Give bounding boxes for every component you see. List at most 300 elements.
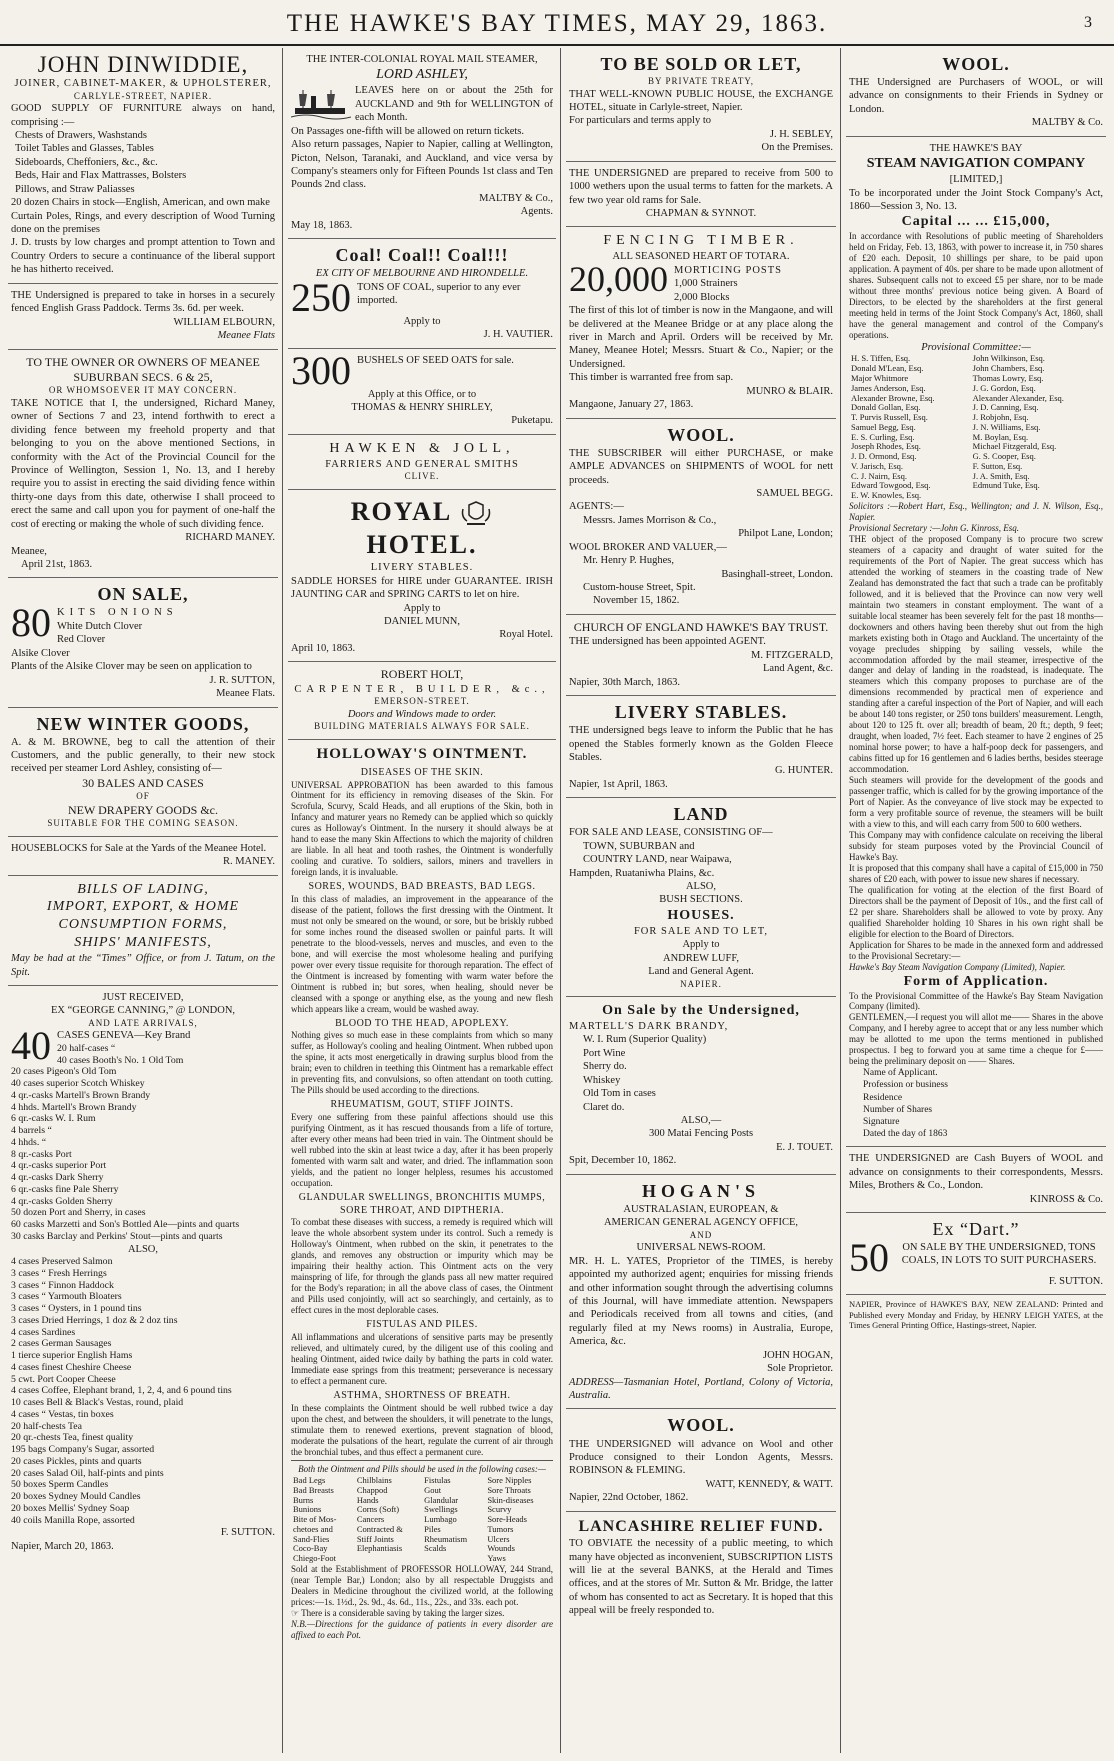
ad-place: Meanee Flats — [217, 330, 275, 342]
ad-body: Hawke's Bay Steam Navigation Company (Limited), Napier. — [849, 961, 1066, 972]
ad-line: Basinghall-street, London. — [721, 568, 833, 580]
ad-houseblocks — [8, 837, 278, 876]
list-item: 40 cases Booth's No. 1 Old Tom — [57, 1054, 184, 1066]
ad-body: LEAVES here on or about the 25th for AUCKLAND and 9th for WELLINGTON of each Month. — [355, 85, 553, 124]
table-cell: Glandular — [424, 1494, 459, 1505]
table-row — [291, 1554, 553, 1564]
ad-line: FOR SALE AND TO LET, — [633, 925, 769, 937]
table-cell: Ulcers — [487, 1533, 510, 1544]
ad-apply: Apply to — [682, 939, 720, 951]
ad-place: NAPIER. — [680, 978, 722, 989]
ad-subheading: BY PRIVATE TREATY, — [648, 76, 754, 87]
ad-body: Sold at the Establishment of PROFESSOR HOLLOWAY, 244 Strand, (near Temple Bar,) London; also by all respectable Druggists and Dealers in Medicine throughout the civilized world, at the following prices:—1s. 1½d., 2s. 9d., 4s. 6d., 11s., 22s., and 33s. each pot. — [291, 1563, 553, 1607]
ad-subheading: HOUSES. — [667, 907, 735, 923]
table-cell: Hands — [356, 1494, 379, 1505]
table-cell: Chilblains — [356, 1474, 392, 1485]
list-item: 4 cases “ Vestas, tin boxes — [11, 1408, 114, 1420]
ad-note — [291, 1608, 553, 1619]
list-item: 1 tierce superior English Hams — [11, 1350, 133, 1362]
ad-line: 2,000 Blocks — [674, 291, 730, 303]
page-number: 3 — [1084, 14, 1092, 31]
table-cell: chetoes and — [293, 1523, 333, 1534]
ad-steam-navigation — [846, 137, 1106, 1147]
list-item: 2 cases German Sausages — [11, 1338, 112, 1350]
section-body: All inflammations and ulcerations of sensitive parts may be presently relieved, and ultimately cured, by the diligent use of this cooling and healing Ointment, aided twice daily by bathing the parts in cold water. Immediate ease springs from this treatment; perseverance is necessary to effect a permanent cure. — [291, 1331, 553, 1386]
section-heading: FISTULAS AND PILES. — [366, 1319, 478, 1331]
form-body: GENTLEMEN,—I request you will allot me—— Shares in the above Company, and I hereby agree to accept that or any less number which may be allotted to me upon the terms mentioned in published prospectus. I beg to forward you at same time a cheque for £——being the preliminary deposit on —— Shares. — [849, 1012, 1103, 1067]
committee-member: Joseph Rhodes, Esq. — [851, 441, 921, 452]
ad-heading: FENCING TIMBER. — [603, 233, 799, 249]
list-item: Toilet Tables and Glasses, Tables — [15, 143, 154, 155]
list-item: CASES GENEVA—Key Brand — [57, 1030, 191, 1042]
list-item: 4 hhds. “ — [11, 1136, 47, 1148]
ad-note-text: There is a considerable saving by taking the larger sizes. — [301, 1607, 505, 1618]
ad-body: THE UNDERSIGNED are prepared to receive from 500 to 1000 wethers upon the usual terms to fatten for the markets. A few two year old rams for Sale. — [569, 167, 833, 206]
committee-member: John Wilkinson, Esq. — [972, 353, 1045, 364]
section-heading: SORES, WOUNDS, BAD BREASTS, BAD LEGS. — [308, 881, 536, 893]
column-divider — [282, 48, 283, 1753]
list-item: Plants of the Alsike Clover may be seen on application to — [11, 661, 252, 673]
list-item: Old Tom in cases — [583, 1088, 656, 1100]
ad-line: SUITABLE FOR THE COMING SEASON. — [47, 818, 239, 829]
ad-royal-mail — [288, 48, 556, 239]
list-item: 10 cases Bell & Black's Vestas, round, plaid — [11, 1397, 184, 1409]
ad-signature: MALTBY & Co., — [479, 192, 553, 204]
form-field: Dated the day of 1863 — [863, 1129, 948, 1140]
ad-signature: G. HUNTER. — [774, 765, 833, 777]
list-item: 4 qr.-casks superior Port — [11, 1160, 107, 1172]
ad-place: CLIVE. — [404, 471, 440, 482]
list-item: 20 cases Salad Oil, half-pints and pints — [11, 1467, 164, 1479]
form-field: Profession or business — [863, 1080, 948, 1091]
ad-heading: TO BE SOLD OR LET, — [600, 54, 802, 74]
ad-body: THE Undersigned is prepared to take in horses in a securely fenced English Grass Paddock. Terms 3s. 6d. per week. — [11, 289, 275, 315]
column-3 — [566, 48, 836, 1753]
list-item: White Dutch Clover — [57, 620, 143, 632]
ad-line: NEW DRAPERY GOODS &c. — [67, 802, 218, 817]
ad-heading: LANCASHIRE RELIEF FUND. — [578, 1517, 824, 1535]
ad-quantity: 40 — [11, 1023, 51, 1069]
table-cell: Elephantiasis — [356, 1543, 403, 1554]
ad-heading: STEAM NAVIGATION COMPANY — [866, 156, 1086, 172]
ad-touet — [566, 997, 836, 1175]
ad-body: GOOD SUPPLY OF FURNITURE always on hand, comprising :— — [11, 103, 275, 128]
table-cell: Chappod — [356, 1484, 388, 1495]
ad-subheading: UNIVERSAL NEWS-ROOM. — [636, 1242, 766, 1254]
ad-body: Also return passages, Napier to Napier, calling at Wellington, Picton, Nelson, Taranaki, and Auckland, and vice versa by Company's steamers only for Fifteen Pounds 1st class and Ten Pounds 2nd class. — [291, 139, 553, 191]
committee-member: Major Whitmore — [851, 373, 909, 383]
committee-member: Michael Fitzgerald, Esq. — [972, 441, 1057, 452]
list-item: Sherry do. — [583, 1061, 627, 1073]
ad-line: 1,000 Strainers — [674, 278, 738, 290]
ad-date: Mangaone, January 27, 1863. — [569, 399, 694, 411]
ad-church-trust — [566, 615, 836, 696]
ad-subheading: AND LATE ARRIVALS, — [88, 1017, 198, 1028]
table-cell: Scurvy — [487, 1504, 512, 1515]
section-heading: RHEUMATISM, GOUT, STIFF JOINTS. — [330, 1099, 514, 1111]
list-item: 40 coils Manilla Rope, assorted — [11, 1514, 135, 1526]
ad-date: Napier, March 20, 1863. — [11, 1540, 114, 1552]
ad-quantity: 300 — [291, 348, 351, 393]
table-cell: Bad Legs — [293, 1474, 326, 1485]
ad-signature: WATT, KENNEDY, & WATT. — [705, 1478, 833, 1490]
ad-body: TAKE NOTICE that I, the undersigned, Richard Maney, owner of Sections 7 and 23, intend forthwith to erect a dividing fence between my freehold property and that belonging to you on the above mentioned Sections, in conformity with the Act of the Provincial Council for the Province of Wellington, Session 1, No. 13, and I hereby require you to assist in erecting the said dividing fence within thirty-one days from this date, otherwise I shall proceed to erect the same and call upon you for payment of one-half the cost of erecting or making the whole of such dividing fence. — [11, 397, 275, 530]
ad-heading: JOHN DINWIDDIE, — [37, 52, 249, 77]
form-field: Signature — [863, 1116, 900, 1127]
table-cell — [355, 1554, 422, 1564]
ad-apply: Apply at this Office, or to — [367, 388, 477, 400]
list-item: 195 bags Company's Sugar, assorted — [11, 1444, 155, 1456]
ad-heading: Ex “Dart.” — [932, 1218, 1020, 1239]
table-cell: Sore-Heads — [487, 1514, 527, 1525]
list-item: 20 half-chests Tea — [11, 1420, 82, 1432]
ad-line: BUSHELS OF SEED OATS for sale. — [357, 354, 514, 366]
committee-member: E. S. Curling, Esq. — [851, 431, 915, 442]
ad-signature: KINROSS & Co. — [1029, 1193, 1103, 1205]
ad-subheading: CARPENTER, BUILDER, &c., — [294, 683, 550, 695]
ad-line: Philpot Lane, London; — [738, 528, 833, 540]
ad-heading: NEW WINTER GOODS, — [36, 713, 250, 734]
list-item: Curtain Poles, Rings, and every description of Wood Turning done on the premises — [11, 210, 275, 236]
ad-kinross — [846, 1147, 1106, 1213]
ad-role: Land Agent, &c. — [763, 663, 833, 675]
committee-member: Alexander Alexander, Esq. — [972, 392, 1064, 403]
ad-wool-maltby — [846, 48, 1106, 137]
ad-subheading: EX “GEORGE CANNING,” @ LONDON, — [50, 1005, 236, 1017]
table-cell: Rheumatism — [424, 1533, 468, 1544]
committee-member: J. D. Canning, Esq. — [972, 402, 1039, 413]
page-title: THE HAWKE'S BAY TIMES, MAY 29, 1863. — [286, 10, 828, 37]
hotel-name-left: ROYAL — [350, 496, 451, 526]
table-cell: Coco-Bay — [293, 1543, 328, 1554]
ad-place: Meanee, — [11, 545, 47, 557]
list-item: Chests of Drawers, Washstands — [15, 129, 147, 141]
ad-heading: HOLLOWAY'S OINTMENT. — [316, 745, 528, 762]
ad-date: May 18, 1863. — [291, 219, 353, 231]
pointing-hand-icon: ☞ — [291, 1607, 302, 1618]
ad-body: A. & M. BROWNE, beg to call the attention of their Customers, and the public generally, to their new stock received per steamer Lord Ashley, consisting of— — [11, 736, 275, 775]
committee-heading: Provisional Committee:— — [921, 342, 1031, 354]
hotel-name-right: HOTEL. — [366, 529, 478, 559]
ad-maney-fence — [8, 350, 278, 579]
ad-role: Land and General Agent. — [648, 966, 754, 978]
ad-coal — [288, 239, 556, 348]
ad-preheading: THE HAWKE'S BAY — [929, 142, 1023, 154]
ad-line: ALSO, — [685, 881, 717, 893]
ad-signature: M. FITZGERALD, — [751, 649, 833, 661]
list-item: 20 boxes Mellis' Sydney Soap — [11, 1502, 130, 1514]
ad-note: N.B.—Directions for the guidance of patients in every disorder are affixed to each Pot. — [291, 1618, 553, 1640]
table-cell: Bite of Mos- — [293, 1514, 337, 1525]
section-body: In these complaints the Ointment should be well rubbed twice a day upon the chest, and between the shoulders, it will penetrate to the lungs, stimulate them to renewed exertions, prevent stagnation of blood, moderate the pulsations of the heart, regulate the current of air through the bronchial tubes, and thus effect a permanent cure. — [291, 1402, 553, 1457]
list-item: Pillows, and Straw Paliasses — [15, 183, 135, 195]
ad-signature: DANIEL MUNN, — [383, 615, 461, 627]
ad-body: MR. H. L. YATES, Proprietor of the TIMES, is hereby appointed my authorized agent; enquiries for missing friends and other information sought through the advertising columns of this Journal, will have immediate attention. Newspapers and Periodicals received from all towns and cities, (and regularly filed at my News rooms) in Australia, Europe, America, &c. — [569, 1255, 833, 1348]
ad-line: IMPORT, EXPORT, & HOME — [46, 899, 240, 915]
ad-quantity: 50 — [849, 1235, 889, 1281]
ad-line: AGENTS:— — [569, 501, 624, 513]
form-field: Residence — [863, 1092, 903, 1103]
table-row — [291, 1496, 553, 1506]
ad-address: EMERSON-STREET. — [374, 696, 470, 707]
ad-land-luff — [566, 798, 836, 997]
ad-heading — [291, 495, 553, 562]
section-heading: BLOOD TO THE HEAD, APOPLEXY. — [335, 1017, 509, 1029]
ad-body: THE undersigned begs leave to inform the Public that he has opened the Stables formerly known as the Golden Fleece Stables. — [569, 725, 833, 763]
list-item: Whiskey — [583, 1074, 621, 1086]
ad-subheading: AMERICAN GENERAL AGENCY OFFICE, — [603, 1217, 799, 1229]
committee-member: Edmund Tuke, Esq. — [972, 480, 1040, 491]
table-row — [849, 491, 1103, 501]
ad-heading: Coal! Coal!! Coal!!! — [335, 245, 509, 266]
ad-line: OF — [136, 791, 150, 802]
section-body: In this class of maladies, an improvement in the appearance of the disease of the patient, follows the first dressing with the Ointment. It must not only be smeared on the wound, or sore, but be briskly rubbed for some inches round the diseased swollen or painful parts. It will penetrate to the blood-vessels, nerves and muscles, and even to the bone, and will exercise the most wholesome healing and purifying power over every tissue requisite for thorough reparation. The effect of the Ointment is increased by fomenting with warm water before the Ointment is rubbed in; but sores, when healing, should never be cleansed with a sponge or anything else, as the young and new flesh which appears like a cream, would be washed away. — [291, 894, 553, 1014]
ad-wool-watt — [566, 1409, 836, 1511]
list-item: Beds, Hair and Flax Mattrasses, Bolsters — [15, 170, 187, 182]
section-heading: ASTHMA, SHORTNESS OF BREATH. — [333, 1389, 511, 1401]
ad-body: THE Undersigned are Purchasers of WOOL, or will advance on consignments to their Friends in Sydney or London. — [849, 77, 1103, 115]
committee-member: T. Purvis Russell, Esq. — [851, 412, 928, 423]
ad-date: April 21st, 1863. — [21, 559, 93, 571]
table-cell: Swellings — [424, 1504, 458, 1515]
ad-line: BUILDING MATERIALS ALWAYS FOR SALE. — [314, 721, 530, 732]
ad-line: KITS ONIONS — [57, 607, 178, 619]
committee-member: J. G. Gordon, Esq. — [972, 382, 1036, 393]
section-body: To combat these diseases with success, a remedy is required which will leave the whole absorbent system under its control. Such a remedy is Holloway's Ointment, when rubbed on the skin, it penetrates to the glands, and removes any obstruction or impurity which may be impairing their healthy action. This Ointment acts on the very mainspring of life, for through the glands pass all new matter required for the Body's reparation; in all the above class of cases, the Ointment and Pills used conjointly, will act so searchingly, and certainly, as to effect cures in the most deplorable cases. — [291, 1217, 553, 1316]
ad-line: Hampden, Ruataniwha Plains, &c. — [569, 867, 715, 879]
column-1 — [8, 48, 278, 1753]
ad-date: Napier, 1st April, 1863. — [569, 778, 668, 790]
list-item: 3 cases Dried Herrings, 1 doz & 2 doz tins — [11, 1314, 178, 1326]
ad-signature: RICHARD MANEY. — [185, 532, 275, 544]
ad-date: April 10, 1863. — [291, 642, 356, 654]
ad-address: ADDRESS—Tasmanian Hotel, Portland, Colony of Victoria, Australia. — [569, 1376, 833, 1402]
ad-heading: JUST RECEIVED, — [102, 992, 184, 1004]
ad-heading: HOGAN'S — [641, 1180, 760, 1201]
list-item: 4 qr.-casks Golden Sherry — [11, 1195, 113, 1207]
table-cell: Tumors — [487, 1523, 514, 1534]
ad-fencing-timber — [566, 227, 836, 418]
column-2 — [288, 48, 556, 1753]
list-item: 4 cases Preserved Salmon — [11, 1256, 113, 1268]
table-cell: Wounds — [487, 1543, 515, 1554]
committee-member: James Anderson, Esq. — [851, 382, 926, 393]
committee-member: J. A. Smith, Esq. — [972, 470, 1030, 481]
ad-heading: WOOL. — [667, 1415, 735, 1436]
ad-line: Mr. Henry P. Hughes, — [583, 555, 674, 567]
ad-place: On the Premises. — [761, 142, 833, 154]
ad-body: SADDLE HORSES for HIRE under GUARANTEE. IRISH JAUNTING CAR and SPRING CARTS to let on hire. — [291, 575, 553, 601]
ad-line: 30 BALES AND CASES — [82, 775, 204, 790]
ad-subheading: ALL SEASONED HEART OF TOTARA. — [612, 251, 790, 263]
ad-body: To be incorporated under the Joint Stock Company's Act, 1860—Session 3, No. 13. — [849, 187, 1103, 212]
table-cell: Fistulas — [424, 1474, 451, 1485]
list-item: Red Clover — [57, 634, 106, 646]
list-item: Alsike Clover — [11, 647, 70, 659]
ad-date: November 15, 1862. — [593, 595, 680, 607]
committee-member: Donald M'Lean, Esq. — [851, 363, 924, 374]
ad-signature: F. SUTTON. — [220, 1527, 275, 1539]
ad-heading: On Sale by the Undersigned, — [602, 1003, 800, 1019]
ad-body: This timber is warranted free from sap. — [569, 372, 734, 384]
secretary: Provisional Secretary :—John G. Kinross, Esq. — [849, 522, 1019, 533]
ad-body: May be had at the “Times” Office, or from J. Tatum, on the Spit. — [11, 953, 275, 978]
ad-subheading: OR WHOMSOEVER IT MAY CONCERN. — [48, 385, 238, 396]
ad-line: MORTICING POSTS — [674, 264, 783, 276]
ad-body: TO OBVIATE the necessity of a public meeting, to which many have objected as inconvenient, SUBSCRIPTION LISTS will lie at the several BANKS, at the Herald and Times offices, and at the stores of Mr. Sutton & Mr. Bridge, the latter of whom has consented to act as Secretary. It is hoped that this appeal will be freely responded to. — [569, 1538, 833, 1617]
ad-royal-hotel — [288, 490, 556, 663]
ad-role: Sole Proprietor. — [767, 1363, 833, 1375]
ad-robert-holt — [288, 662, 556, 739]
list-item: 3 cases “ Finnon Haddock — [11, 1279, 114, 1291]
ad-body: THE object of the proposed Company is to procure two screw steamers of a capacity and draught of water suited for the requirements of the Port of Napier. The great success which has attended the working of steamers in the coasting trade of New Zealand has demonstrated the fact that such a trade can be profitably followed, and it is believed that the Province can now very well maintain two steamers in constant employment. The want of a suitable local steamer has been severely felt for the past 18 months—dockowners and others having been thereby shut out from the high markets existing both in Otago and Auckland. The uncertainty of the voyage precludes shipping by sailing vessels, while the accommodation afforded by the mail steamer, irrespective of the danger and delay of landing in the roadstead, is inadequate. The steamers which this company proposes to purchase are of the dimensions recommended by practical men of experience and standing after a careful inspection of the Port of Napier, and will each be about 140 tons register, or 250 tons builders' measurement. Length, about 120 to 125 ft. over all; breadth of beam, 20 ft.; depth, 9 feet; draught, when loaded, 7½ feet. Each steamer to have 2 engines of 25 nominal horse power; to have a half-poop deck for passengers, and cabins fitted up for 16 gentlemen and 6 ladies berths, besides steerage accommodation. — [849, 533, 1103, 775]
ad-bills-of-lading — [8, 876, 278, 987]
steamship-icon — [291, 86, 351, 120]
ad-heading: HAWKEN & JOLL, — [329, 440, 515, 456]
ad-signature: J. H. SEBLEY, — [769, 128, 833, 140]
ad-signature: J. R. SUTTON, — [209, 674, 275, 686]
ad-role: Agents. — [520, 206, 553, 218]
list-item: 6 qr.-casks W. I. Rum — [11, 1113, 96, 1125]
committee-member: E. W. Knowles, Esq. — [851, 490, 922, 501]
table-cell: Yaws — [487, 1553, 506, 1564]
ad-apply: Apply to — [403, 602, 441, 614]
list-item: 5 cwt. Port Cooper Cheese — [11, 1373, 116, 1385]
ad-line: CONSUMPTION FORMS, — [58, 917, 228, 933]
list-item: 50 dozen Port and Sherry, in cases — [11, 1207, 146, 1219]
committee-member: H. S. Tiffen, Esq. — [851, 353, 911, 364]
ad-apply: Apply to — [403, 315, 441, 327]
list-item: 8 qr.-casks Port — [11, 1148, 72, 1160]
ad-holloway — [288, 740, 556, 1647]
ad-line: TONS OF COAL, superior to any ever imported. — [357, 281, 521, 307]
ad-subheading: [LIMITED,] — [949, 174, 1003, 186]
list-item: Port Wine — [583, 1047, 626, 1059]
list-item: Sideboards, Cheffoniers, &c., &c. — [15, 156, 158, 168]
ad-body: In accordance with Resolutions of public meeting of Shareholders held on Friday, Feb. 13, 1863, with power to increase it, in 750 shares of £20 each. Deposit, 10 shillings per share, to be paid upon application. A payment of 40s. per share to be made upon allotment of shares. Subsequent calls not to exceed £5 per share, nor to be made without three months' previous notice being given. A Board of Directors, to be elected by the shareholders at the first general meeting held in terms of the Joint Stock Company's Act, 1860, shall have the general management and control of the Company's operations. — [849, 231, 1103, 341]
ad-heading: WOOL. — [942, 54, 1010, 74]
list-item: 4 barrels “ — [11, 1125, 52, 1137]
ad-body: HOUSEBLOCKS for Sale at the Yards of the Meanee Hotel. — [11, 842, 267, 854]
ailments-table — [291, 1476, 553, 1564]
list-item: 20 qr.-chests Tea, finest quality — [11, 1432, 134, 1444]
table-cell — [422, 1554, 485, 1564]
ad-signature: MUNRO & BLAIR. — [746, 385, 833, 397]
table-cell: Contracted & — [356, 1523, 403, 1534]
form-field: Name of Applicant. — [863, 1068, 938, 1079]
list-item: 30 casks Barclay and Perkins' Stout—pints and quarts — [11, 1230, 223, 1242]
section-heading: GLANDULAR SWELLINGS, BRONCHITIS MUMPS, SORE THROAT, AND DIPTHERIA. — [298, 1191, 546, 1216]
table-cell: Stiff Joints — [356, 1533, 394, 1544]
list-item: 4 cases Coffee, Elephant brand, 1, 2, 4, and 6 pound tins — [11, 1385, 232, 1397]
ad-signature: CHAPMAN & SYNNOT. — [645, 208, 757, 220]
ad-subheading: EX CITY OF MELBOURNE AND HIRONDELLE. — [315, 268, 529, 280]
ad-body: The qualification for voting at the election of the first Board of Directors shall be the payment of Deposit of 10s., and the first call of £2 per share. Shareholders shall be allowed to vote by proxy. Any qualified Shareholder holding 10 Shares in his own right shall be eligible for election to the Board of Directors. — [849, 884, 1103, 939]
section-body: Nothing gives so much ease in these complaints from which so many suffer, as Holloway's cooling and healing Ointment. When rubbed upon the spine, it acts most energetically in drawing surplus blood from the brain; even to children in teething this Ointment has a remarkable effect in preventing fits, and convulsions, so often attendant on tooth cutting. The Pills should be used according to the directions. — [291, 1030, 553, 1096]
column-4 — [846, 48, 1106, 1753]
committee-member: J. Robjohn, Esq. — [972, 412, 1029, 423]
committee-member: Edward Towgood, Esq. — [851, 480, 931, 491]
list-item: 3 cases “ Oysters, in 1 pound tins — [11, 1303, 142, 1315]
list-item: 4 hhds. Martell's Brown Brandy — [11, 1101, 137, 1113]
section-heading: DISEASES OF THE SKIN. — [360, 766, 484, 778]
list-item: 20 cases Pigeon's Old Tom — [11, 1066, 117, 1078]
ad-subheading: AND — [689, 1229, 713, 1240]
ad-wool-begg — [566, 419, 836, 615]
committee-member: J. D. Ormond, Esq. — [851, 451, 917, 462]
ad-signature: MALTBY & Co. — [1031, 117, 1103, 129]
ad-body: THE undersigned has been appointed AGENT. — [569, 636, 766, 648]
column-divider — [840, 48, 841, 1753]
ad-lancashire — [566, 1512, 836, 1624]
ad-body: On Passages one-fifth will be allowed on return tickets. — [291, 125, 524, 137]
ad-address: CARLYLE-STREET, NAPIER. — [73, 90, 213, 101]
table-cell: Lumbago — [424, 1514, 457, 1525]
ad-line: Custom-house Street, Spit. — [583, 582, 696, 594]
ad-line: ON SALE BY THE UNDERSIGNED, TONS COALS, IN LOTS TO SUIT PURCHASERS. — [901, 1242, 1097, 1267]
committee-member: M. Boylan, Esq. — [972, 431, 1029, 442]
ad-heading: THE INTER-COLONIAL ROYAL MAIL STEAMER, — [306, 54, 538, 65]
ad-line: SHIPS' MANIFESTS, — [74, 935, 212, 951]
printer-imprint: NAPIER, Province of HAWKE'S BAY, NEW ZEALAND: Printed and Published every Monday and Friday, by HENRY LEIGH YATES, at the Times General Printing Office, Hastings-street, Napier. — [849, 1299, 1103, 1331]
committee-member: Samuel Begg, Esq. — [851, 421, 916, 432]
table-cell: Sore Throats — [487, 1484, 531, 1495]
table-cell: Scalds — [424, 1543, 447, 1554]
ad-quantity: 250 — [291, 274, 351, 320]
ad-heading: ON SALE, — [97, 584, 189, 605]
ad-place: Royal Hotel. — [499, 629, 553, 641]
ad-subheading: ALSO, — [127, 1243, 159, 1255]
ad-place: Meanee Flats. — [216, 688, 275, 700]
list-item: 20 cases Pickles, pints and quarts — [11, 1455, 142, 1467]
ad-dart-coals — [846, 1213, 1106, 1295]
committee-member: John Chambers, Esq. — [972, 363, 1045, 374]
ad-heading: WOOL. — [667, 424, 735, 445]
ad-heading: ROBERT HOLT, — [380, 667, 464, 682]
list-item: 20 dozen Chairs in stock—English, American, and own make — [11, 197, 270, 209]
committee-member: Alexander Browne, Esq. — [851, 392, 935, 403]
list-item: W. I. Rum (Superior Quality) — [583, 1034, 707, 1046]
ad-winter-goods — [8, 708, 278, 837]
ad-subheading: JOINER, CABINET-MAKER, & UPHOLSTERER, — [14, 78, 272, 90]
ad-subheading: LIVERY STABLES. — [370, 562, 474, 574]
list-item: 20 half-cases “ — [57, 1042, 116, 1054]
form-field: Number of Shares — [863, 1104, 933, 1115]
table-cell: Burns — [293, 1494, 314, 1505]
committee-member: G. S. Cooper, Esq. — [972, 451, 1036, 462]
list-item: 40 cases superior Scotch Whiskey — [11, 1078, 145, 1090]
masthead — [0, 0, 1114, 46]
ad-body: The first of this lot of timber is now in the Mangaone, and will be delivered at the Meanee Bridge or at any place along the river in March and April. Orders will be received by Mr. Maney, Meanee Hotel; Messrs. Stuart & Co., Napier; or the Undersigned. — [569, 305, 833, 370]
ad-quantity: 20,000 — [569, 258, 668, 299]
table-row — [291, 1525, 553, 1535]
ad-body: THE SUBSCRIBER will either PURCHASE, or make AMPLE ADVANCES on SHIPMENTS of WOOL for nett proceeds. — [569, 447, 833, 486]
committee-list — [849, 354, 1103, 500]
ad-signature: J. H. VAUTIER. — [483, 329, 553, 341]
ad-hogan — [566, 1175, 836, 1410]
table-cell: Cancers — [356, 1514, 385, 1525]
ad-heading: LAND — [673, 804, 729, 825]
ad-date: Spit, December 10, 1862. — [569, 1155, 677, 1167]
committee-member: C. J. Nairn, Esq. — [851, 470, 907, 481]
list-item: 3 cases “ Fresh Herrings — [11, 1267, 107, 1279]
ad-date: Napier, 30th March, 1863. — [569, 676, 680, 688]
ad-signature: THOMAS & HENRY SHIRLEY, — [351, 401, 493, 413]
ad-heading: LIVERY STABLES. — [614, 702, 788, 723]
list-item: MARTELL'S DARK BRANDY, — [569, 1020, 729, 1032]
ad-body: This Company may with confidence calculate on receiving the liberal subsidy for steam purposes voted by the Provincial Council of Hawke's Bay. — [849, 830, 1103, 862]
committee-member: V. Jarisch, Esq. — [851, 460, 904, 471]
